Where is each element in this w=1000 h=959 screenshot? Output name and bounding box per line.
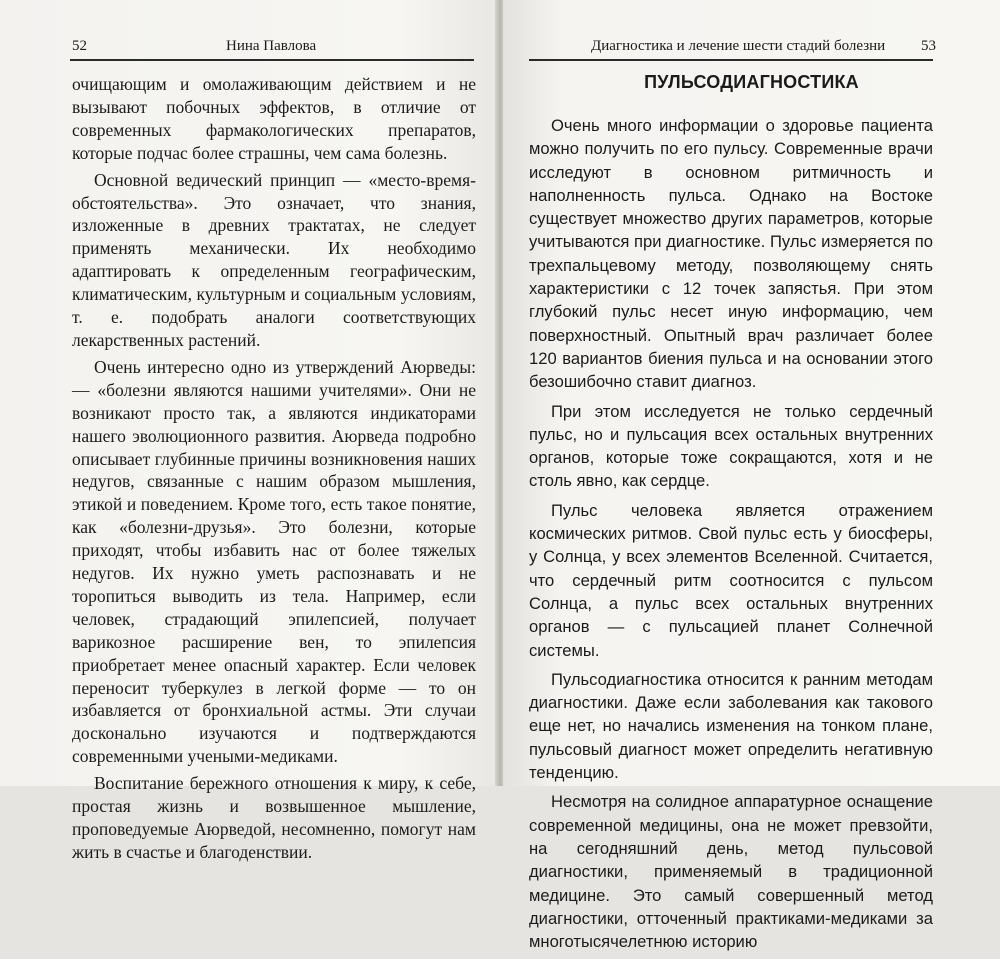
paragraph: Очень интересно одно из утверждений Аюрведы: — «болезни являются нашими учителями». Они не возникают просто так, а являются индикаторами нашего эволюционного развития. Аюрведа подробно описывает глубинные причины возникновения наших недугов, связанные с нашим образом мышления, этикой и поведением. Кроме того, есть такое понятие, как «болезни-друзья». Это болезни, которые приходят, чтобы избавить нас от более тяжелых недугов. Их нужно уметь распознавать и не торопиться выводить из тела. Например, если человек, страдающий эпилепсией, получает варикозное расширение вен, то эпилепсия приобретает менее опасный характер. Если человек переносит туберкулез в легкой форме — то он избавляется от бронхиальной астмы. Эти случаи досконально изучаются и подтверждаются современными учеными-медиками.: [72, 356, 476, 767]
paragraph: При этом исследуется не только сердечный пульс, но и пульсация всех остальных внутренних органов, которые тоже сокращаются, хотя и не столь явно, как сердце.: [529, 401, 933, 491]
right-page-body: [529, 114, 933, 959]
paragraph: Несмотря на солидное аппаратурное оснащение современной медицины, она не может превзойти, на сегодняшний день, метод пульсовой диагностики, применяемый в традиционной медицине. Это самый совершенный метод диагностики, отточенный практиками-медиками за многотысячелетнюю историю: [529, 792, 933, 952]
header-rule-left: [70, 59, 474, 61]
left-page: [0, 0, 497, 862]
page-number-right: 53: [921, 38, 936, 54]
paragraph: Очень много информации о здоровье пациента можно получить по его пульсу. Современные врачи исследуют в основном ритмичность и наполненность пульса. Однако на Востоке существует множество других параметров, которые учитываются при диагностике. Пульс измеряется по трехпальцевому методу, позволяющему снять характеристики с 12 точек запястья. При этом глубокий пульс несет иную информацию, чем поверхностный. Опытный врач различает более 120 вариантов биения пульса и на основании этого безошибочно ставит диагноз.: [529, 116, 933, 392]
paragraph: Пульсодиагностика относится к ранним методам диагностики. Даже если заболевания как такового еще нет, но начались изменения на тонком плане, пульсовый диагност может определить негативную тенденцию.: [529, 669, 933, 783]
running-head-chapter: Диагностика и лечение шести стадий болезни: [591, 38, 886, 54]
right-page: [503, 0, 1000, 952]
paragraph: Основной ведический принцип — «место-время-обстоятельства». Это означает, что знания, изложенные в древних трактатах, не следует применять механически. Их необходимо адаптировать к определенным географическим, климатическим, культурным и социальным условиям, т. е. подобрать аналоги соответствующих лекарственных растений.: [72, 169, 476, 350]
paragraph: Воспитание бережного отношения к миру, к себе, простая жизнь и возвышенное мышление, проповедуемые Аюрведой, несомненно, помогут нам жить в счастье и благоденствии.: [72, 773, 476, 862]
paragraph: очищающим и омолаживающим действием и не вызывают побочных эффектов, в отличие от современных фармакологических препаратов, которые подчас более страшны, чем сама болезнь.: [72, 74, 476, 163]
page-number-left: 52: [72, 38, 87, 54]
left-page-body: [72, 73, 476, 868]
running-head-author: Нина Павлова: [226, 38, 317, 54]
section-title: ПУЛЬСОДИАГНОСТИКА: [644, 72, 859, 92]
paragraph: Пульс человека является отражением космических ритмов. Свой пульс есть у биосферы, у Солнца, у всех элементов Вселенной. Считается, что сердечный ритм соотносится с пульсом Солнца, а пульс всех остальных внутренних органов — с пульсацией планет Солнечной системы.: [529, 500, 933, 660]
header-rule-right: [529, 59, 933, 61]
